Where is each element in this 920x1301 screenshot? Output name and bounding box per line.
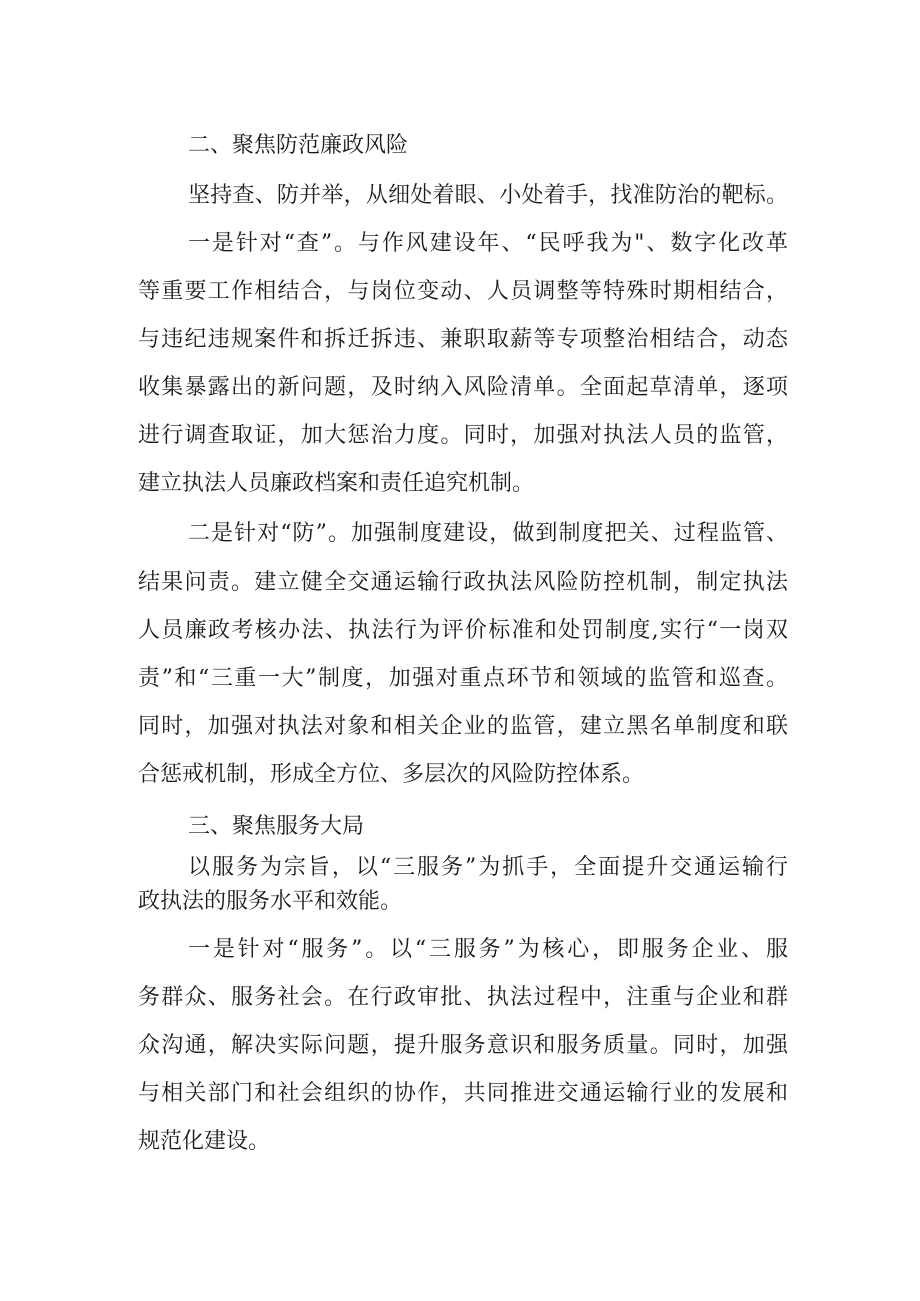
paragraph-line: 人员廉政考核办法、执法行为评价标准和处罚制度,实行“一岗双: [138, 618, 788, 643]
paragraph-line: 一是针对“查”。与作风建设年、“民呼我为"、数字化改革: [188, 231, 788, 256]
section-heading: 三、聚焦服务大局: [188, 814, 365, 839]
paragraph-line: 众沟通，解决实际问题，提升服务意识和服务质量。同时，加强: [138, 1033, 788, 1058]
paragraph-line: 同时，加强对执法对象和相关企业的监管，建立黑名单制度和联: [138, 714, 788, 739]
section-heading: 二、聚焦防范廉政风险: [188, 133, 409, 158]
paragraph-line: 坚持查、防并举，从细处着眼、小处着手，找准防治的靶标。: [188, 183, 788, 208]
paragraph-line: 以服务为宗旨，以“三服务”为抓手，全面提升交通运输行: [188, 855, 788, 880]
paragraph-line: 结果问责。建立健全交通运输行政执法风险防控机制，制定执法: [138, 570, 788, 595]
paragraph-line: 务群众、服务社会。在行政审批、执法过程中，注重与企业和群: [138, 985, 788, 1010]
paragraph-line: 一是针对“服务”。以“三服务”为核心，即服务企业、服: [188, 937, 788, 962]
paragraph-line: 与相关部门和社会组织的协作，共同推进交通运输行业的发展和: [138, 1081, 788, 1106]
paragraph-line: 收集暴露出的新问题，及时纳入风险清单。全面起草清单，逐项: [138, 375, 788, 400]
paragraph-line: 等重要工作相结合，与岗位变动、人员调整等特殊时期相结合，: [138, 279, 788, 304]
paragraph-line: 二是针对“防”。加强制度建设，做到制度把关、过程监管、: [188, 521, 788, 546]
paragraph-line: 与违纪违规案件和拆迁拆违、兼职取薪等专项整治相结合，动态: [138, 327, 788, 352]
paragraph-line: 政执法的服务水平和效能。: [138, 889, 403, 914]
paragraph-line: 进行调查取证，加大惩治力度。同时，加强对执法人员的监管，: [138, 423, 788, 448]
paragraph-line: 规范化建设。: [138, 1129, 271, 1154]
paragraph-line: 责”和“三重一大”制度，加强对重点环节和领域的监管和巡查。: [138, 666, 788, 691]
paragraph-line: 合惩戒机制，形成全方位、多层次的风险防控体系。: [138, 762, 645, 787]
paragraph-line: 建立执法人员廉政档案和责任追究机制。: [138, 471, 535, 496]
